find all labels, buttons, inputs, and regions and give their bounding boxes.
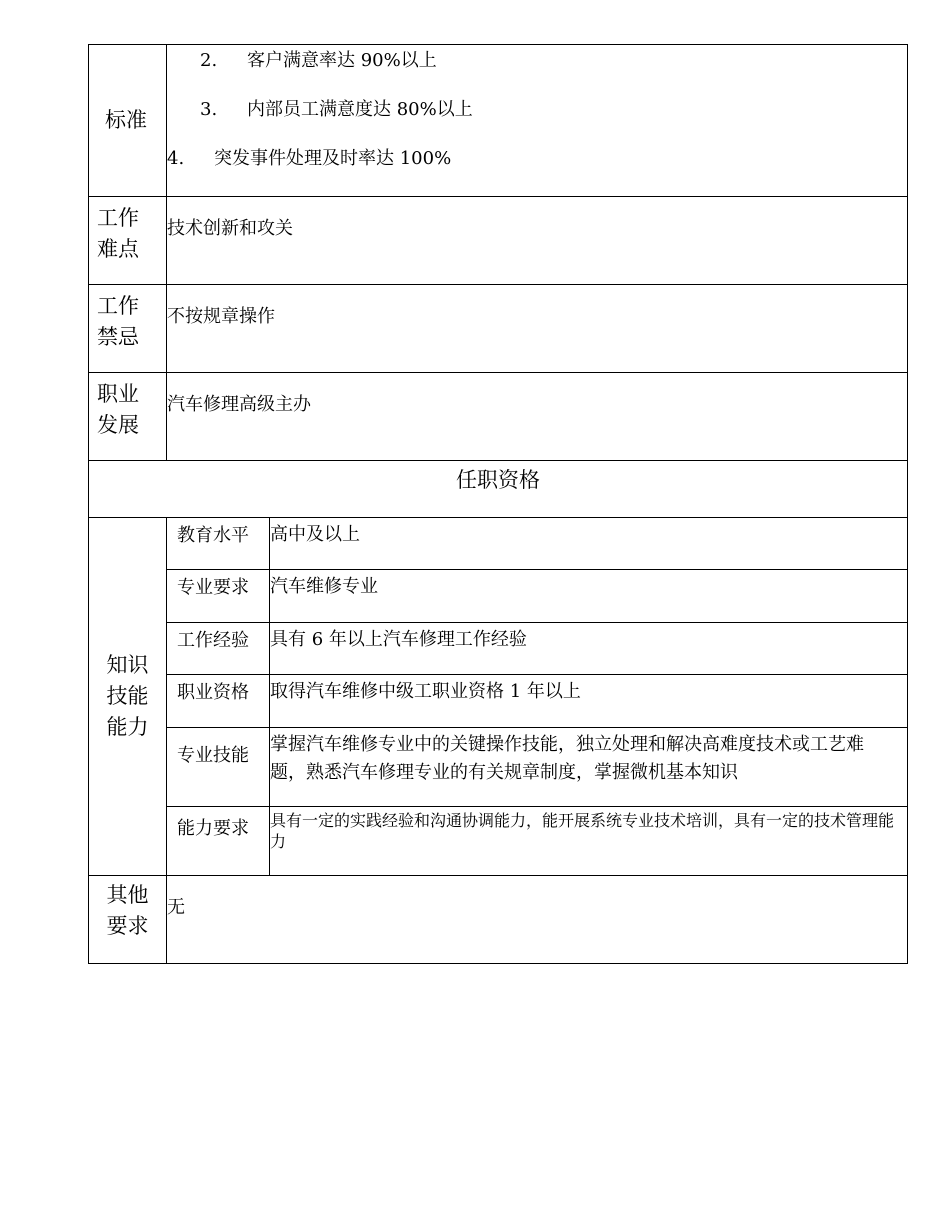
standard-item — [167, 49, 907, 98]
knowledge-row-value: 汽车维修专业 — [270, 570, 908, 623]
difficulty-label: 工作 难点 — [89, 197, 167, 285]
knowledge-row — [89, 807, 908, 876]
standard-item-number: 3. — [200, 99, 218, 120]
career-value: 汽车修理高级主办 — [167, 373, 908, 461]
taboo-row — [89, 285, 908, 373]
knowledge-row-label: 能力要求 — [167, 807, 270, 876]
standard-item — [167, 147, 907, 196]
standard-item-number: 2. — [200, 50, 218, 71]
knowledge-row — [89, 623, 908, 675]
knowledge-row-value: 具有一定的实践经验和沟通协调能力，能开展系统专业技术培训，具有一定的技术管理能力 — [270, 807, 908, 876]
standards-content — [167, 45, 908, 197]
taboo-value: 不按规章操作 — [167, 285, 908, 373]
knowledge-row-label: 职业资格 — [167, 675, 270, 728]
knowledge-row-label: 专业技能 — [167, 728, 270, 807]
career-label: 职业 发展 — [89, 373, 167, 461]
standards-row — [89, 45, 908, 197]
knowledge-label: 知识 技能 能力 — [89, 518, 167, 876]
taboo-label: 工作 禁忌 — [89, 285, 167, 373]
knowledge-row-label: 教育水平 — [167, 518, 270, 570]
knowledge-row-value: 高中及以上 — [270, 518, 908, 570]
knowledge-row-label: 工作经验 — [167, 623, 270, 675]
knowledge-row — [89, 728, 908, 807]
difficulty-row — [89, 197, 908, 285]
qualification-title: 任职资格 — [89, 461, 908, 518]
difficulty-value: 技术创新和攻关 — [167, 197, 908, 285]
knowledge-row — [89, 518, 908, 570]
knowledge-row — [89, 675, 908, 728]
job-description-table — [88, 44, 908, 964]
knowledge-row-label: 专业要求 — [167, 570, 270, 623]
qualification-title-row — [89, 461, 908, 518]
other-label: 其他 要求 — [89, 876, 167, 964]
standard-item-text: 突发事件处理及时率达 100% — [214, 148, 452, 169]
standards-label: 标准 — [89, 45, 167, 197]
knowledge-row-value: 取得汽车维修中级工职业资格 1 年以上 — [270, 675, 908, 728]
knowledge-row-value: 掌握汽车维修专业中的关键操作技能，独立处理和解决高难度技术或工艺难题，熟悉汽车修理专业的有关规章制度，掌握微机基本知识 — [270, 728, 908, 807]
career-row — [89, 373, 908, 461]
standard-item-number: 4. — [167, 148, 185, 169]
knowledge-row-value: 具有 6 年以上汽车修理工作经验 — [270, 623, 908, 675]
other-row — [89, 876, 908, 964]
knowledge-row — [89, 570, 908, 623]
standards-list — [167, 49, 907, 196]
standard-item-text: 内部员工满意度达 80%以上 — [247, 99, 473, 120]
other-value: 无 — [167, 876, 908, 964]
standard-item-text: 客户满意率达 90%以上 — [247, 50, 437, 71]
standard-item — [167, 98, 907, 147]
